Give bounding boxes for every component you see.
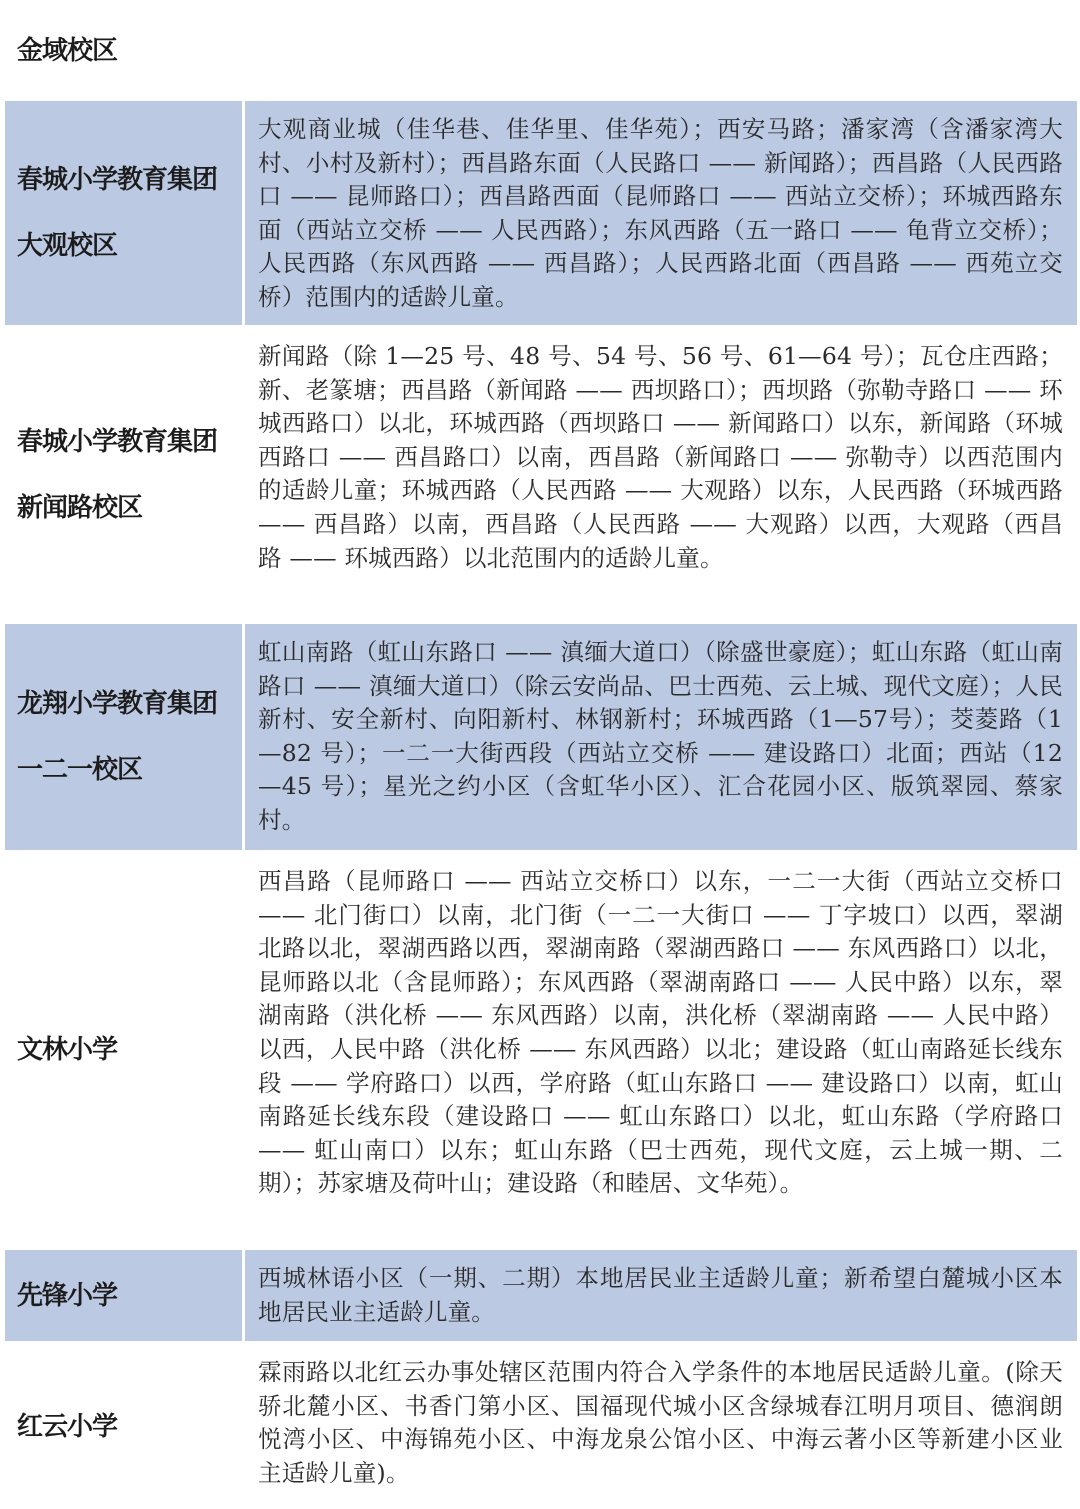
table-row: [0, 1344, 1080, 1509]
district-cell: [245, 4, 1077, 98]
school-name: 春城小学教育集团: [17, 426, 218, 457]
school-name-cell: [5, 853, 242, 1247]
school-name: 金域校区: [17, 36, 118, 66]
school-name: 红云小学: [17, 1411, 118, 1442]
district-text: 大观商业城（佳华巷、佳华里、佳华苑）；西安马路；潘家湾（含潘家湾大村、小村及新村）；西昌路东面（人民路口 —— 新闻路）；西昌路（人民西路口 —— 昆师路口）；西昌路西面（昆师路口 —— 西站立交桥）；环城西路东面（西站立交桥 —— 人民西路）；东风西路（五一路口 —— 龟背立交桥）；人民西路（东风西路 —— 西昌路）；人民西路北面（西昌路 —— 西苑立交桥）范围内的适龄儿童。: [258, 115, 1063, 311]
school-name-cell: [5, 624, 242, 850]
table-row: [0, 1250, 1080, 1341]
district-text: 虹山南路（虹山东路口 —— 滇缅大道口）（除盛世豪庭）；虹山东路（虹山南路口 —— 滇缅大道口）（除云安尚品、巴士西苑、云上城、现代文庭）；人民新村、安全新村、向阳新村、林钢新村；环城西路（1—57号）；茭菱路（1—82 号）；一二一大街西段（西站立交桥 —— 建设路口）北面；西站（12—45 号）；星光之约小区（含虹华小区）、汇合花园小区、版筑翠园、蔡家村。: [258, 638, 1063, 834]
table-row: [0, 4, 1080, 98]
table-row: [0, 328, 1080, 621]
district-cell: [245, 853, 1077, 1247]
district-cell: [245, 328, 1077, 621]
district-cell: [245, 624, 1077, 850]
school-name: 文林小学: [17, 1035, 118, 1065]
school-name-cell: [5, 1250, 242, 1341]
district-cell: [245, 101, 1077, 325]
school-name: 先锋小学: [17, 1280, 118, 1311]
district-text: 西城林语小区（一期、二期）本地居民业主适龄儿童；新希望白麓城小区本地居民业主适龄儿童。: [258, 1264, 1063, 1326]
table-row: [0, 624, 1080, 850]
school-name-cell: [5, 1344, 242, 1509]
table-row: [0, 101, 1080, 325]
district-text: 西昌路（昆师路口 —— 西站立交桥口）以东，一二一大街（西站立交桥口 —— 北门街口）以南，北门街（一二一大街口 —— 丁字坡口）以西，翠湖北路以北，翠湖西路以西，翠湖南路（翠湖西路口 —— 东风西路口）以北，昆师路以北（含昆师路）；东风西路（翠湖南路口 —— 人民中路）以东，翠湖南路（洪化桥 —— 东风西路）以南，洪化桥（翠湖南路 —— 人民中路）以西，人民中路（洪化桥 —— 东风西路）以北；建设路（虹山南路延长线东段 —— 学府路口）以西，学府路（虹山东路口 —— 建设路口）以南，虹山南路延长线东段（建设路口 —— 虹山东路口）以北，虹山东路（学府路口 —— 虹山南口）以东；虹山东路（巴士西苑，现代文庭，云上城一期、二期）；苏家塘及荷叶山；建设路（和睦居、文华苑）。: [258, 867, 1063, 1198]
district-cell: [245, 1250, 1077, 1341]
campus-name: 一二一校区: [17, 755, 143, 785]
school-name: 龙翔小学教育集团: [17, 689, 218, 719]
district-text: 新闻路（除 1—25 号、48 号、54 号、56 号、61—64 号）；瓦仓庄西路；新、老篆塘；西昌路（新闻路 —— 西坝路口）；西坝路（弥勒寺路口 —— 环城西路口）以北，环城西路（西坝路口 —— 新闻路口）以东，新闻路（环城西路口 —— 西昌路口）以南，西昌路（新闻路口 —— 弥勒寺）以西范围内的适龄儿童；环城西路（人民西路 —— 大观路）以东，人民西路（环城西路 —— 西昌路）以南，西昌路（人民西路 —— 大观路）以西，大观路（西昌路 —— 环城西路）以北范围内的适龄儿童。: [258, 342, 1063, 572]
school-name-cell: [5, 101, 242, 325]
campus-name: 新闻路校区: [17, 492, 143, 523]
campus-name: 大观校区: [17, 231, 118, 261]
district-cell: [245, 1344, 1077, 1509]
school-name-cell: [5, 4, 242, 98]
school-name-cell: [5, 328, 242, 621]
table-row: [0, 853, 1080, 1247]
school-name: 春城小学教育集团: [17, 165, 218, 195]
district-text: 霖雨路以北红云办事处辖区范围内符合入学条件的本地居民适龄儿童。(除天骄北麓小区、书香门第小区、国福现代城小区含绿城春江明月项目、德润朗悦湾小区、中海锦苑小区、中海龙泉公馆小区、中海云著小区等新建小区业主适龄儿童)。: [258, 1358, 1063, 1487]
